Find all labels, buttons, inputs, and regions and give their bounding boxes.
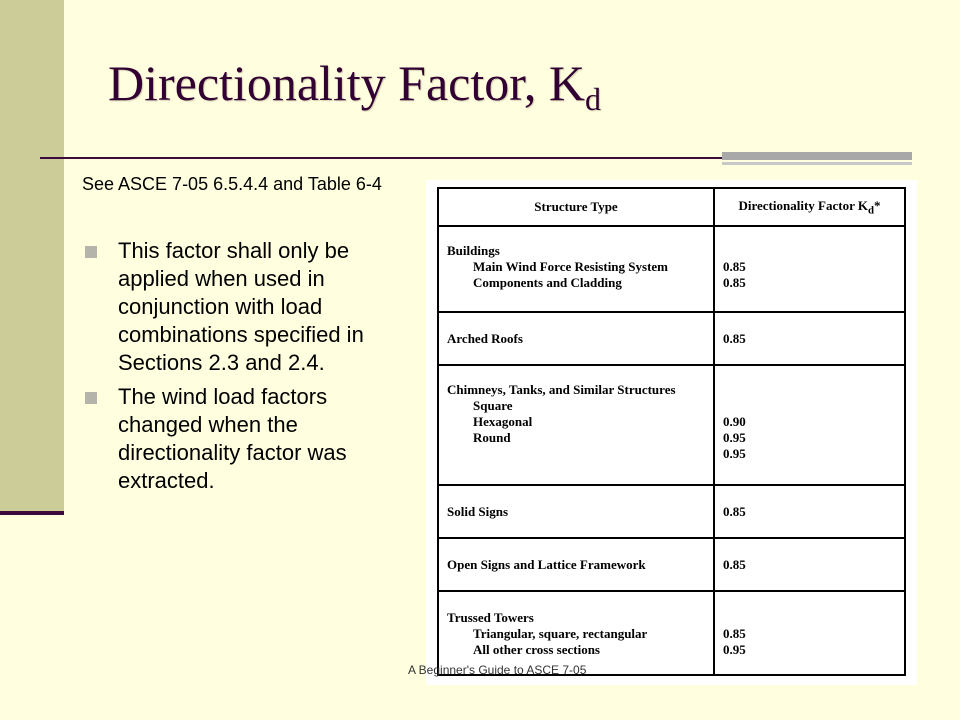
title-subscript: d xyxy=(585,81,602,117)
title-accent-bar xyxy=(722,152,912,160)
factor-value: 0.85 xyxy=(723,503,746,519)
cell-structure-type xyxy=(438,226,714,312)
slide-footer: A Beginner's Guide to ASCE 7-05 xyxy=(408,663,587,677)
factor-value: 0.90 xyxy=(723,414,746,429)
cell-structure-type xyxy=(438,365,714,485)
category-label: Buildings xyxy=(447,243,500,258)
cell-factor-value xyxy=(714,485,905,538)
cell-factor-value xyxy=(714,538,905,591)
category-label: Open Signs and Lattice Framework xyxy=(447,556,646,572)
cell-structure-type xyxy=(438,538,714,591)
header-directionality-factor xyxy=(714,188,905,226)
bullet-item xyxy=(85,237,415,377)
table-row xyxy=(438,312,905,365)
bullet-list xyxy=(85,237,415,501)
category-label: Solid Signs xyxy=(447,503,509,519)
factor-value: 0.85 xyxy=(723,330,746,346)
directionality-factor-table xyxy=(437,187,906,676)
factor-value: 0.95 xyxy=(723,430,746,445)
factor-value: 0.95 xyxy=(723,446,746,461)
subitem-label: Square xyxy=(473,398,513,413)
left-decorative-band xyxy=(0,0,64,512)
subitem-label: Hexagonal xyxy=(473,414,533,429)
header-factor-subscript: d xyxy=(867,204,875,217)
factor-value: 0.85 xyxy=(723,259,746,274)
bullet-text: This factor shall only be applied when used in conjunction with load combinations specified in Sections 2.3 and 2.4. xyxy=(118,238,364,375)
square-bullet-icon xyxy=(85,392,97,404)
bullet-text: The wind load factors changed when the directionality factor was extracted. xyxy=(118,384,347,493)
header-factor-text: Directionality Factor K xyxy=(738,197,868,213)
cell-factor-value xyxy=(714,365,905,485)
bullet-item xyxy=(85,383,415,495)
factor-value: 0.85 xyxy=(723,556,746,572)
table-panel xyxy=(426,180,917,685)
square-bullet-icon xyxy=(85,246,97,258)
title-underline xyxy=(40,157,723,159)
table-row xyxy=(438,226,905,312)
cell-factor-value xyxy=(714,226,905,312)
factor-value: 0.85 xyxy=(723,626,746,641)
subitem-label: Round xyxy=(473,430,511,445)
category-label: Chimneys, Tanks, and Similar Structures xyxy=(447,382,676,397)
cell-structure-type xyxy=(438,312,714,365)
cell-structure-type xyxy=(438,485,714,538)
factor-value: 0.85 xyxy=(723,275,746,290)
table-header-row xyxy=(438,188,905,226)
cell-factor-value xyxy=(714,591,905,675)
factor-value: 0.95 xyxy=(723,642,746,657)
subitem-label: Components and Cladding xyxy=(473,275,622,290)
title-accent-bar-thin xyxy=(722,162,912,165)
table-row xyxy=(438,365,905,485)
category-label: Arched Roofs xyxy=(447,330,523,346)
table-row xyxy=(438,538,905,591)
header-factor-suffix: * xyxy=(874,197,881,213)
header-structure-type: Structure Type xyxy=(438,188,714,226)
reference-note: See ASCE 7-05 6.5.4.4 and Table 6-4 xyxy=(82,174,382,194)
subitem-label: Triangular, square, rectangular xyxy=(473,626,648,641)
subitem-label: Main Wind Force Resisting System xyxy=(473,259,669,274)
table-row xyxy=(438,485,905,538)
title-text: Directionality Factor, K xyxy=(108,55,586,111)
subitem-label: All other cross sections xyxy=(473,642,600,657)
category-label: Trussed Towers xyxy=(447,610,534,625)
slide-title xyxy=(108,55,602,117)
left-band-rule xyxy=(0,511,64,515)
cell-factor-value xyxy=(714,312,905,365)
